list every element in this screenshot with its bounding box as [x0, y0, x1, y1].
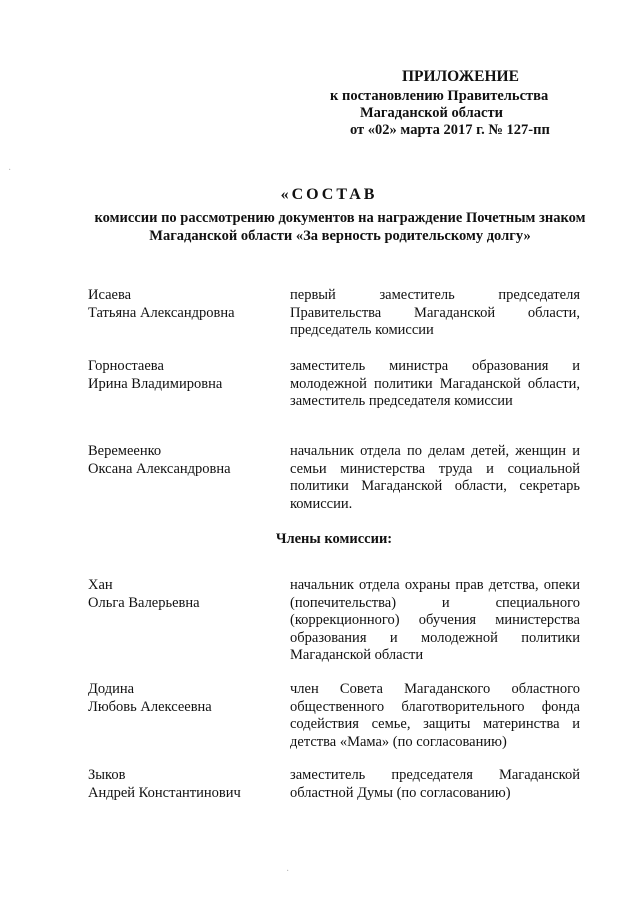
member-surname: Исаева: [88, 287, 132, 303]
member-name: [88, 287, 278, 322]
appendix-block: [330, 68, 600, 139]
members-heading: Члены комиссии:: [275, 531, 393, 547]
member-surname: Горностаева: [88, 358, 164, 374]
member-given-name: Любовь Алексеевна: [88, 698, 212, 715]
member-role: заместитель министра образования и молодежной политики Магаданской области, заместитель председателя комиссии: [290, 358, 580, 409]
scan-speck: ·: [286, 866, 290, 877]
member-given-name: Ирина Владимировна: [88, 375, 223, 392]
member-given-name: Андрей Константинович: [88, 784, 241, 801]
member-surname: Зыков: [88, 767, 126, 783]
member-surname: Додина: [88, 681, 135, 697]
member-role: член Совета Магаданского областного общественного благотворительного фонда содействия семье, защиты материнства и детства «Мама» (по согласованию): [290, 681, 580, 750]
member-role: заместитель председателя Магаданской областной Думы (по согласованию): [290, 767, 580, 801]
appendix-heading: ПРИЛОЖЕНИЕ: [402, 68, 519, 85]
member-given-name: Ольга Валерьевна: [88, 594, 200, 611]
member-given-name: Оксана Александровна: [88, 460, 231, 477]
appendix-line-region: Магаданской области: [360, 105, 503, 121]
member-surname: Хан: [88, 577, 113, 593]
document-title: «СОСТАВ: [280, 186, 378, 203]
member-given-name: Татьяна Александровна: [88, 304, 235, 321]
member-name: [88, 358, 278, 393]
member-name: [88, 577, 278, 612]
member-name: [88, 443, 278, 478]
scan-speck: ·: [8, 165, 12, 176]
member-name: [88, 767, 278, 802]
appendix-line-date: от «02» марта 2017 г. № 127-пп: [350, 122, 550, 138]
member-name: [88, 681, 278, 716]
appendix-line-decree: к постановлению Правительства: [330, 88, 549, 104]
member-role: первый заместитель председателя Правительства Магаданской области, председатель комиссии: [290, 287, 580, 338]
member-surname: Веремеенко: [88, 443, 162, 459]
member-role: начальник отдела охраны прав детства, опеки (попечительства) и специального (коррекционного) обучения министерства образования и молодежной политики Магаданской области: [290, 577, 580, 663]
member-role: начальник отдела по делам детей, женщин и семьи министерства труда и социальной политики Магаданской области, секретарь комиссии.: [290, 443, 580, 512]
document-subtitle: комиссии по рассмотрению документов на награждение Почетным знаком Магаданской области «За верность родительскому долгу»: [94, 210, 586, 244]
